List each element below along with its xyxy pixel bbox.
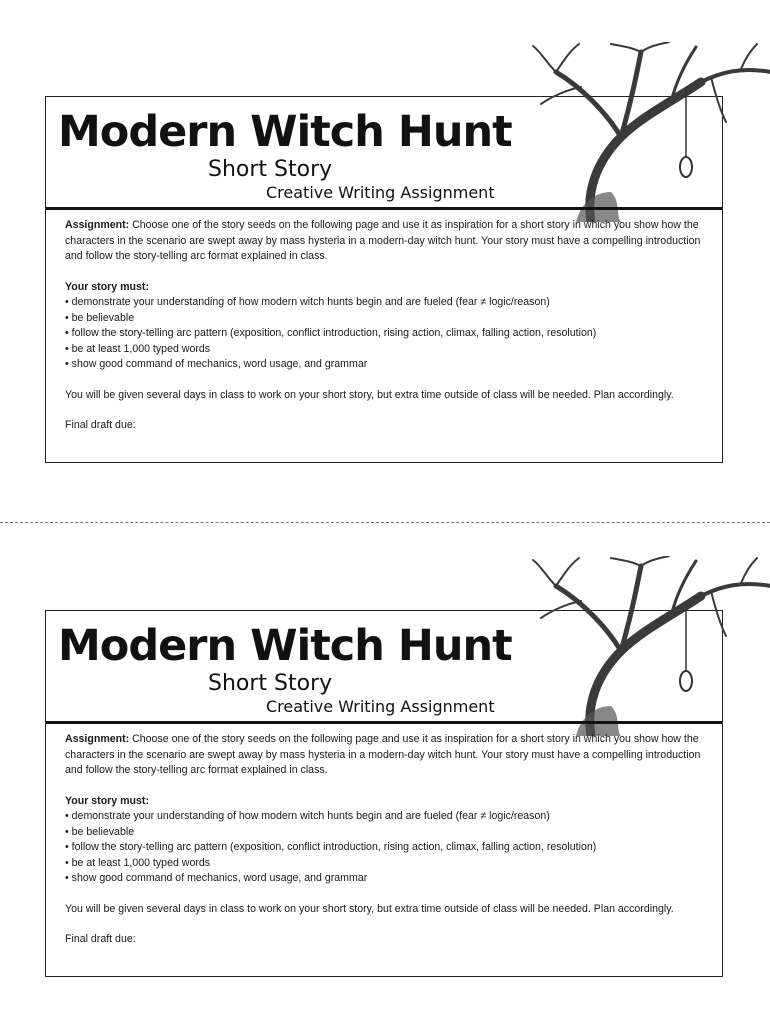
list-item: • follow the story-telling arc pattern (exposition, conflict introduction, rising action, climax, falling action, resolution) <box>65 840 707 856</box>
cut-line <box>0 522 770 523</box>
handout-subtitle-2: Creative Writing Assignment <box>266 697 495 716</box>
must-heading: Your story must: <box>65 794 149 807</box>
header-rule <box>46 207 722 210</box>
list-item: • follow the story-telling arc pattern (exposition, conflict introduction, rising action, climax, falling action, resolution) <box>65 326 707 342</box>
time-note: You will be given several days in class to work on your short story, but extra time outside of class will be needed. Plan accordingly. <box>65 388 674 401</box>
handout-title: Modern Witch Hunt <box>58 621 512 671</box>
handout-body <box>65 218 707 434</box>
list-item: • be believable <box>65 311 707 327</box>
handout-subtitle: Short Story <box>208 157 333 182</box>
list-item: • be at least 1,000 typed words <box>65 856 707 872</box>
header-rule <box>46 721 722 724</box>
assignment-label: Assignment: <box>65 733 130 745</box>
assignment-paragraph <box>65 732 707 779</box>
handout-body <box>65 732 707 948</box>
must-heading: Your story must: <box>65 280 149 293</box>
list-item: • demonstrate your understanding of how modern witch hunts begin and are fueled (fear ≠ logic/reason) <box>65 809 707 825</box>
hanging-tree-illustration <box>471 556 770 736</box>
list-item: • demonstrate your understanding of how modern witch hunts begin and are fueled (fear ≠ logic/reason) <box>65 295 707 311</box>
list-item: • show good command of mechanics, word usage, and grammar <box>65 871 707 887</box>
list-item: • be at least 1,000 typed words <box>65 342 707 358</box>
requirements-list <box>65 295 707 373</box>
assignment-paragraph <box>65 218 707 265</box>
handout-subtitle: Short Story <box>208 671 333 696</box>
list-item: • be believable <box>65 825 707 841</box>
handout-card <box>45 96 723 463</box>
handout-title: Modern Witch Hunt <box>58 107 512 157</box>
assignment-text: Choose one of the story seeds on the following page and use it as inspiration for a short story in which you show how the characters in the scenario are swept away by mass hysteria in a modern-day witch hunt. Your story must have a compelling introduction and follow the story-telling arc format explained in class. <box>65 733 701 776</box>
time-note: You will be given several days in class to work on your short story, but extra time outside of class will be needed. Plan accordingly. <box>65 902 674 915</box>
assignment-text: Choose one of the story seeds on the following page and use it as inspiration for a short story in which you show how the characters in the scenario are swept away by mass hysteria in a modern-day witch hunt. Your story must have a compelling introduction and follow the story-telling arc format explained in class. <box>65 219 701 262</box>
due-label: Final draft due: <box>65 933 136 945</box>
hanging-tree-illustration <box>471 42 770 222</box>
handout-card <box>45 610 723 977</box>
requirements-list <box>65 809 707 887</box>
list-item: • show good command of mechanics, word usage, and grammar <box>65 357 707 373</box>
due-label: Final draft due: <box>65 419 136 431</box>
assignment-label: Assignment: <box>65 219 130 231</box>
handout-subtitle-2: Creative Writing Assignment <box>266 183 495 202</box>
